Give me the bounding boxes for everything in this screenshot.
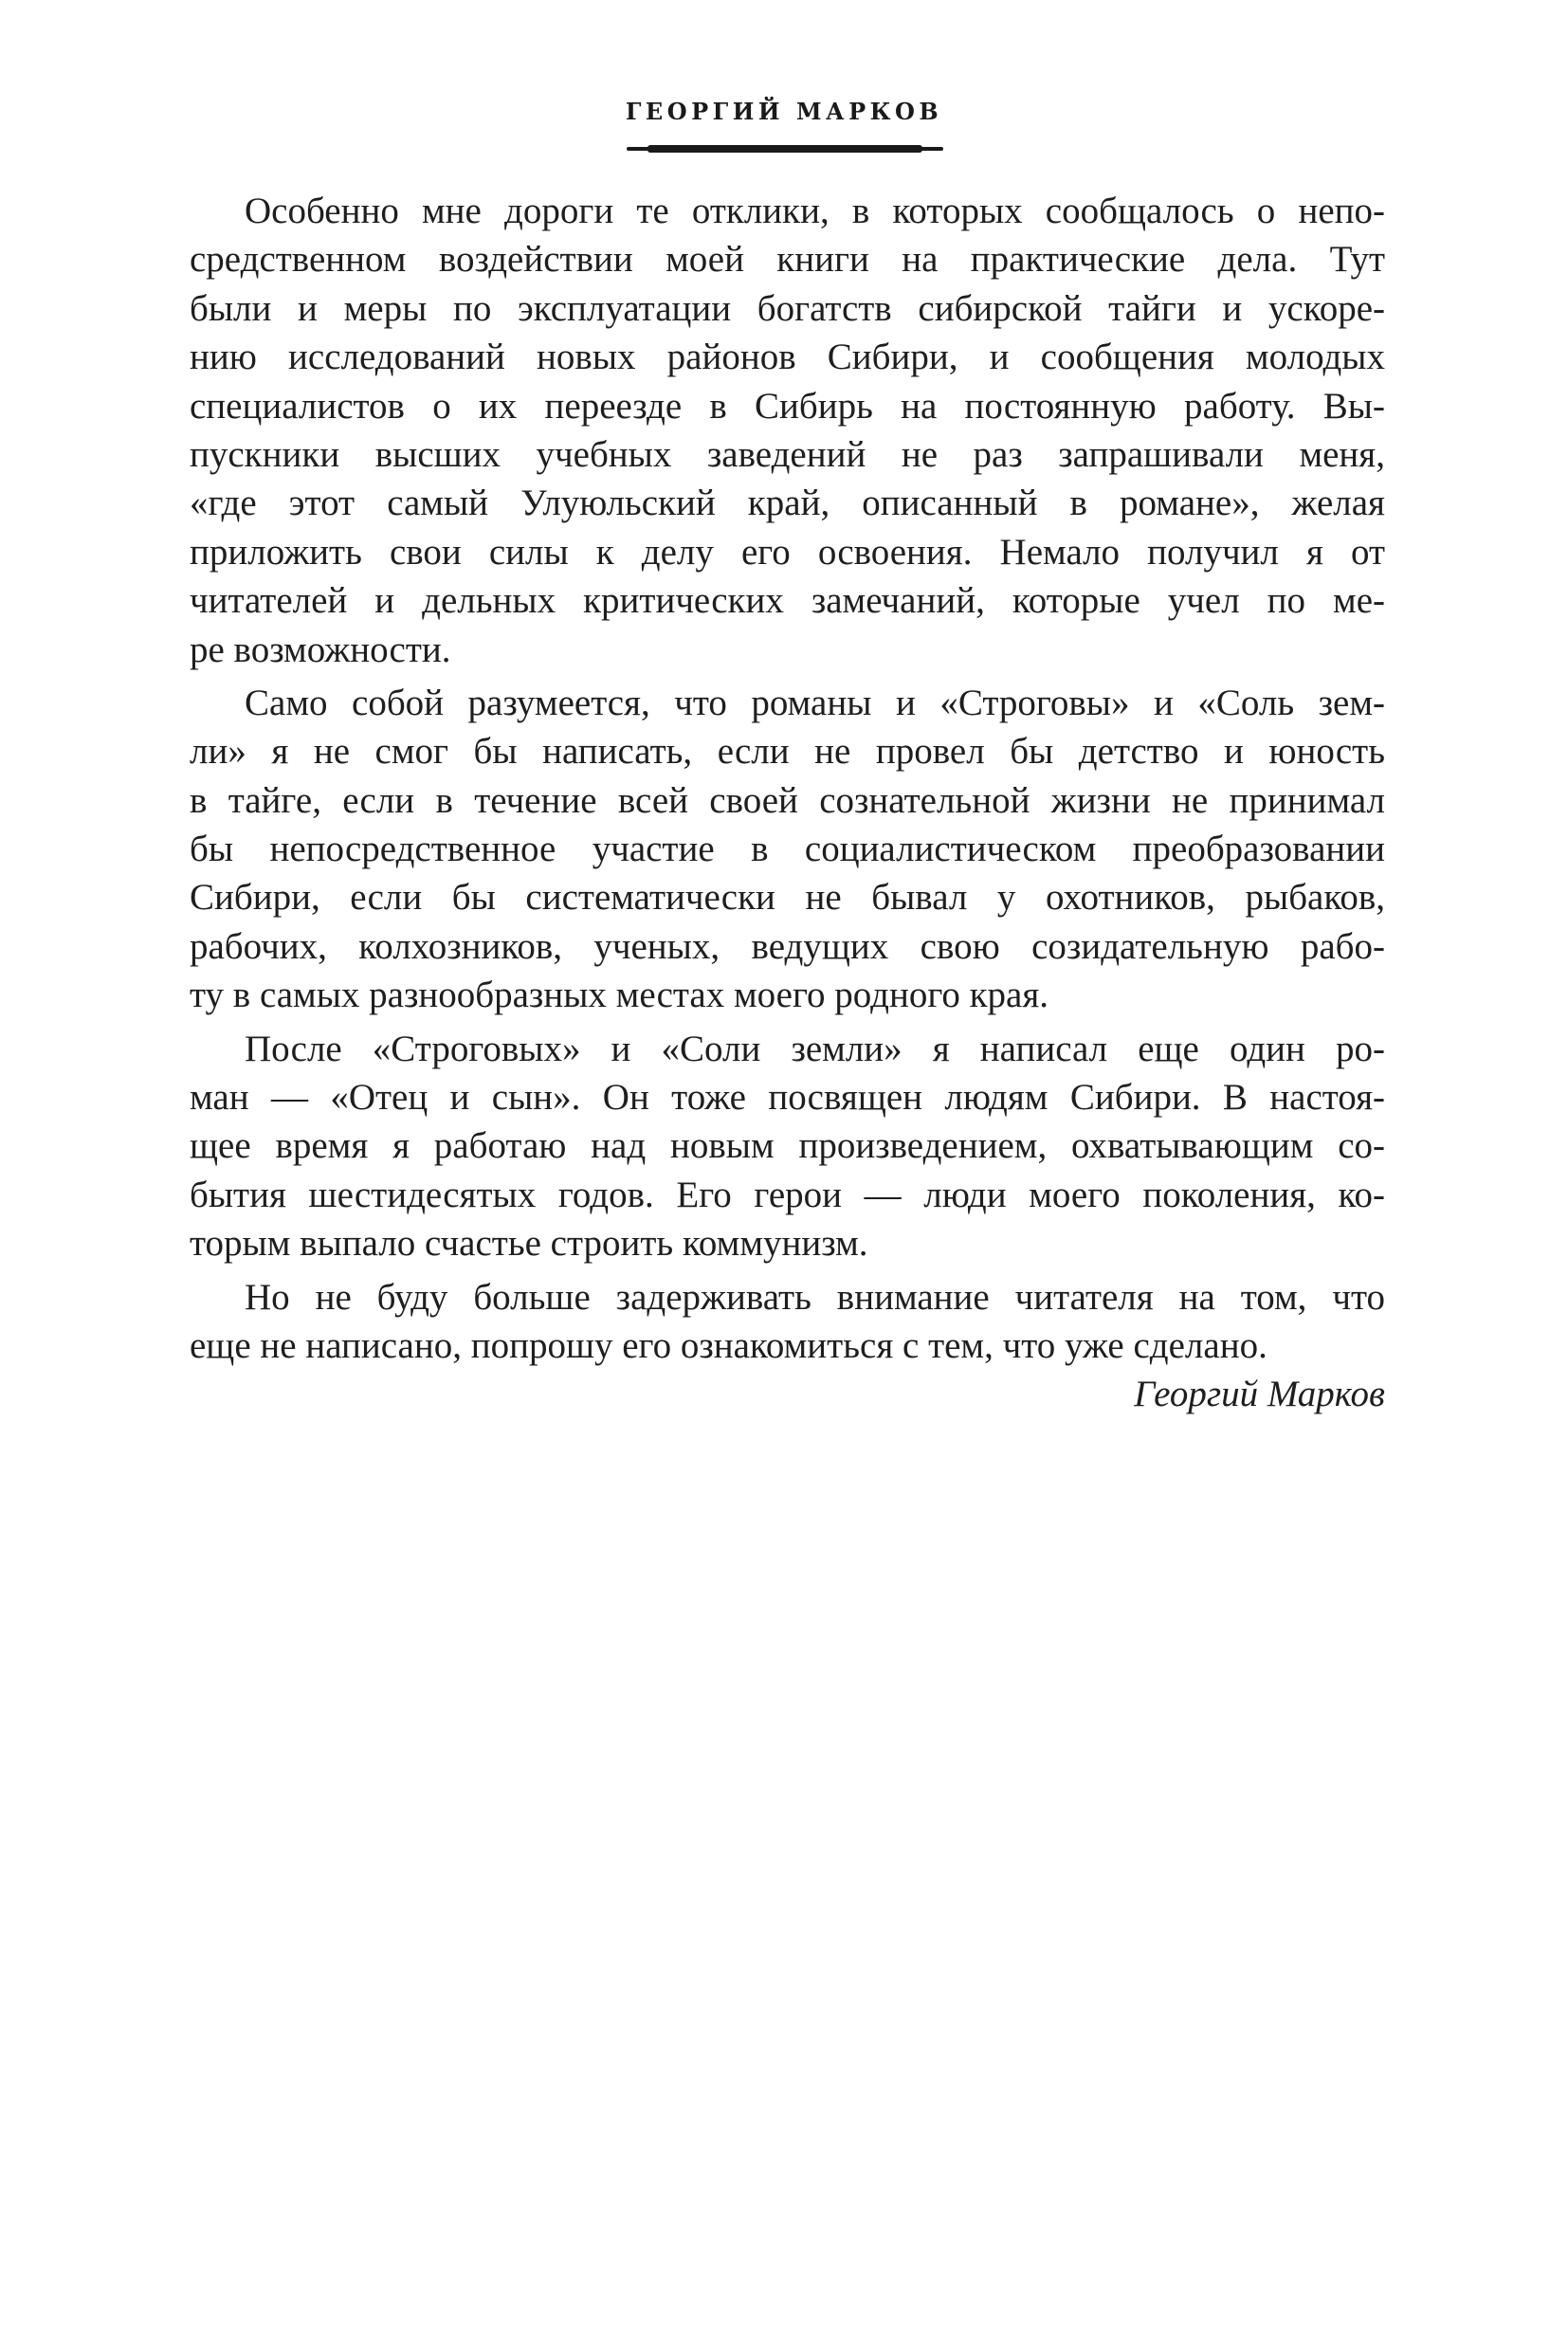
text-line: приложить свои силы к делу его освоения. Немало получил я от (190, 531, 1385, 573)
text-line: торым выпало счастье строить коммунизм. (190, 1223, 868, 1265)
text-line: ман — «Отец и сын». Он тоже посвящен людям Сибири. В настоя- (190, 1077, 1385, 1119)
text-line: щее время я работаю над новым произведением, охватывающим со- (190, 1125, 1385, 1167)
paragraph (190, 1273, 1385, 1371)
text-line: Само собой разумеется, что романы и «Строговы» и «Соль зем- (245, 682, 1385, 723)
text-line: рабочих, колхозников, ученых, ведущих свою созидательную рабо- (190, 925, 1385, 967)
text-line: средственном воздействии моей книги на практические дела. Тут (190, 239, 1385, 281)
paragraph (190, 679, 1385, 1020)
text-line: нию исследований новых районов Сибири, и сообщения молодых (190, 337, 1385, 378)
text-line: еще не написано, попрошу его ознакомиться с тем, что уже сделано. (190, 1324, 1267, 1366)
author-signature: Георгий Марков (1134, 1374, 1385, 1415)
text-line: специалистов о их переезде в Сибирь на постоянную работу. Вы- (190, 385, 1385, 427)
text-line: ли» я не смог бы написать, если не провел бы детство и юность (190, 731, 1385, 773)
text-line: читателей и дельных критических замечаний, которые учел по ме- (190, 580, 1385, 622)
text-line: Но не буду больше задерживать внимание читателя на том, что (245, 1276, 1385, 1318)
text-line: Сибири, если бы систематически не бывал у охотников, рыбаков, (190, 877, 1385, 919)
text-line: После «Строговых» и «Соли земли» я написал еще один ро- (245, 1028, 1385, 1069)
text-line: «где этот самый Улуюльский край, описанный в романе», желая (190, 483, 1385, 524)
running-head: ГЕОРГИЙ МАРКОВ (625, 98, 943, 125)
text-line: были и меры по эксплуатации богатств сибирской тайги и ускоре- (190, 287, 1385, 329)
text-line: бы непосредственное участие в социалистическом преобразовании (190, 829, 1385, 870)
text-line: бытия шестидесятых годов. Его герои — люди моего поколения, ко- (190, 1174, 1385, 1215)
text-line: ту в самых разнообразных местах моего родного края. (190, 975, 1049, 1016)
text-line: Особенно мне дороги те отклики, в которых сообщалось о непо- (245, 191, 1385, 231)
header-rule (627, 147, 943, 151)
text-line: в тайге, если в течение всей своей сознательной жизни не принимал (190, 779, 1385, 821)
paragraph (190, 1025, 1385, 1268)
text-line: ре возможности. (190, 629, 451, 670)
paragraph (190, 187, 1385, 674)
body-text (190, 187, 1385, 1419)
text-line: пускники высших учебных заведений не раз запрашивали меня, (190, 433, 1385, 475)
